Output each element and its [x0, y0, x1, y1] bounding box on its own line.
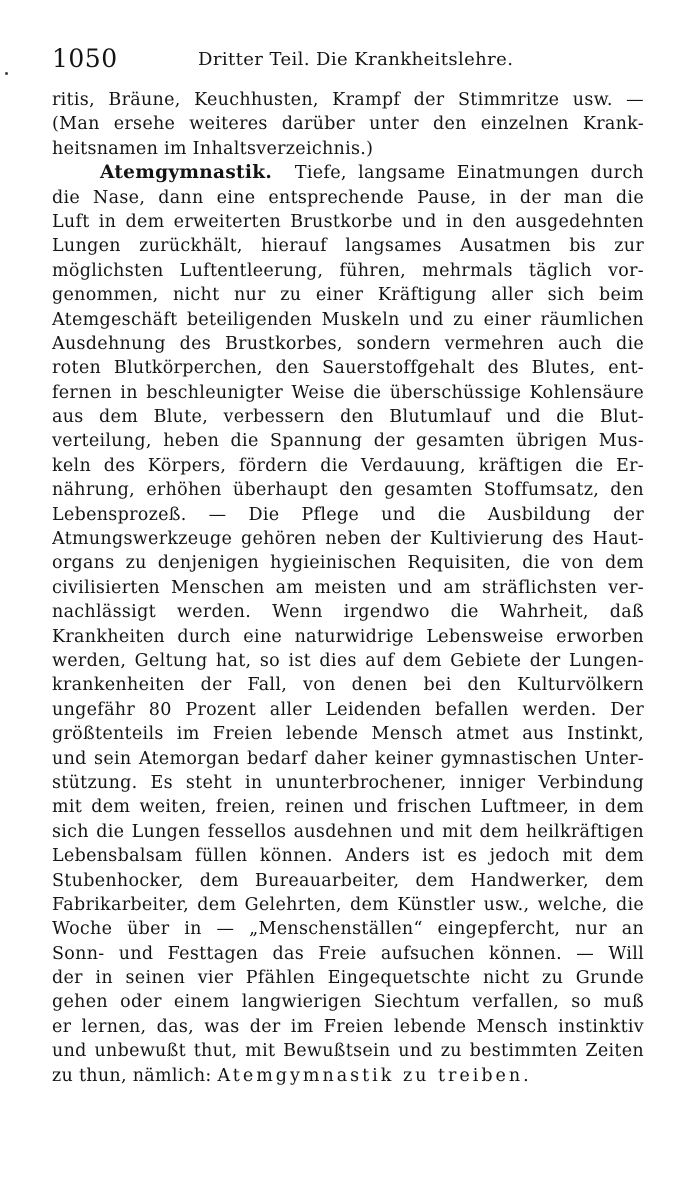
text-line: sich die Lungen fessellos ausdehnen und mit dem heilkräftigen	[52, 821, 644, 842]
text-line: genommen, nicht nur zu einer Kräftigung aller sich beim	[52, 285, 644, 306]
running-head: Dritter Teil. Die Krankheitslehre.	[198, 49, 514, 70]
text-line: nährung, erhöhen überhaupt den gesamten Stoffumsatz, den	[52, 480, 644, 501]
text-line: aus dem Blute, verbessern den Blutumlauf und die Blut-	[52, 407, 644, 428]
page-number: 1050	[52, 44, 118, 73]
text-line: Atemgeschäft beteiligenden Muskeln und zu einer räumlichen	[52, 309, 644, 330]
text-line: größtenteils im Freien lebende Mensch atmet aus Instinkt,	[52, 724, 644, 745]
text-line: (Man ersehe weiteres darüber unter den einzelnen Krank-	[52, 114, 644, 135]
text-line: und sein Atemorgan bedarf daher keiner gymnastischen Unter-	[52, 748, 644, 769]
text-line: und unbewußt thut, mit Bewußtsein und zu bestimmten Zeiten	[52, 1041, 644, 1062]
text-line: werden, Geltung hat, so ist dies auf dem Gebiete der Lungen-	[52, 650, 644, 671]
text-line: er lernen, das, was der im Freien lebende Mensch instinktiv	[52, 1016, 644, 1037]
text-line: organs zu denjenigen hygieinischen Requisiten, die von dem	[52, 553, 644, 574]
text-line: roten Blutkörperchen, den Sauerstoffgehalt des Blutes, ent-	[52, 358, 644, 379]
text-line: die Nase, dann eine entsprechende Pause, in der man die	[52, 187, 644, 208]
text-line: gehen oder einem langwierigen Siechtum verfallen, so muß	[52, 992, 644, 1013]
text-line: Atmungswerkzeuge gehören neben der Kultivierung des Haut-	[52, 529, 644, 550]
scan-speck	[5, 72, 8, 75]
text-line: Stubenhocker, dem Bureauarbeiter, dem Handwerker, dem	[52, 870, 644, 891]
text-line: möglichsten Luftentleerung, führen, mehrmals täglich vor-	[52, 260, 644, 281]
text-line: civilisierten Menschen am meisten und am sträflichsten ver-	[52, 577, 644, 598]
body-text	[52, 88, 644, 1088]
text-line: Lebensprozeß. — Die Pflege und die Ausbildung der	[52, 504, 644, 525]
text-line-rest: Tiefe, langsame Einatmungen durch	[294, 163, 644, 184]
text-line: Lebensbalsam füllen können. Anders ist es jedoch mit dem	[52, 846, 644, 867]
text-line: ungefähr 80 Prozent aller Leidenden befallen werden. Der	[52, 699, 644, 720]
text-line-with-lead-term	[52, 161, 644, 185]
text-line: Lungen zurückhält, hierauf langsames Ausatmen bis zur	[52, 236, 644, 257]
text-line-head: zu thun, nämlich:	[52, 1065, 212, 1086]
text-line: Fabrikarbeiter, dem Gelehrten, dem Künstler usw., welche, die	[52, 894, 644, 915]
text-line: Luft in dem erweiterten Brustkorbe und in den ausgedehnten	[52, 211, 644, 232]
text-line: verteilung, heben die Spannung der gesamten übrigen Mus-	[52, 431, 644, 452]
text-line: mit dem weiten, freien, reinen und frischen Luftmeer, in dem	[52, 797, 644, 818]
text-line: Ausdehnung des Brustkorbes, sondern vermehren auch die	[52, 333, 644, 354]
text-line: Krankheiten durch eine naturwidrige Lebensweise erworben	[52, 626, 644, 647]
text-line: heitsnamen im Inhaltsverzeichnis.)	[52, 138, 374, 159]
text-line: der in seinen vier Pfählen Eingequetschte nicht zu Grunde	[52, 968, 644, 989]
page-header	[52, 44, 647, 74]
text-line: ritis, Bräune, Keuchhusten, Krampf der Stimmritze usw. —	[52, 90, 644, 110]
text-line: stützung. Es steht in ununterbrochener, inniger Verbindung	[52, 772, 644, 793]
text-line: Woche über in — „Menschenställen“ eingepfercht, nur an	[52, 919, 644, 940]
lead-term: Atemgymnastik.	[100, 162, 273, 184]
text-line: nachlässigt werden. Wenn irgendwo die Wahrheit, daß	[52, 602, 644, 623]
emphasized-phrase: Atemgymnastik zu treiben.	[217, 1065, 532, 1086]
text-line-final	[52, 1064, 644, 1088]
text-line: fernen in beschleunigter Weise die überschüssige Kohlensäure	[52, 382, 644, 403]
text-line: keln des Körpers, fördern die Verdauung, kräftigen die Er-	[52, 455, 644, 476]
text-line: krankenheiten der Fall, von denen bei den Kulturvölkern	[52, 675, 644, 696]
text-line: Sonn- und Festtagen das Freie aufsuchen können. — Will	[52, 943, 644, 964]
